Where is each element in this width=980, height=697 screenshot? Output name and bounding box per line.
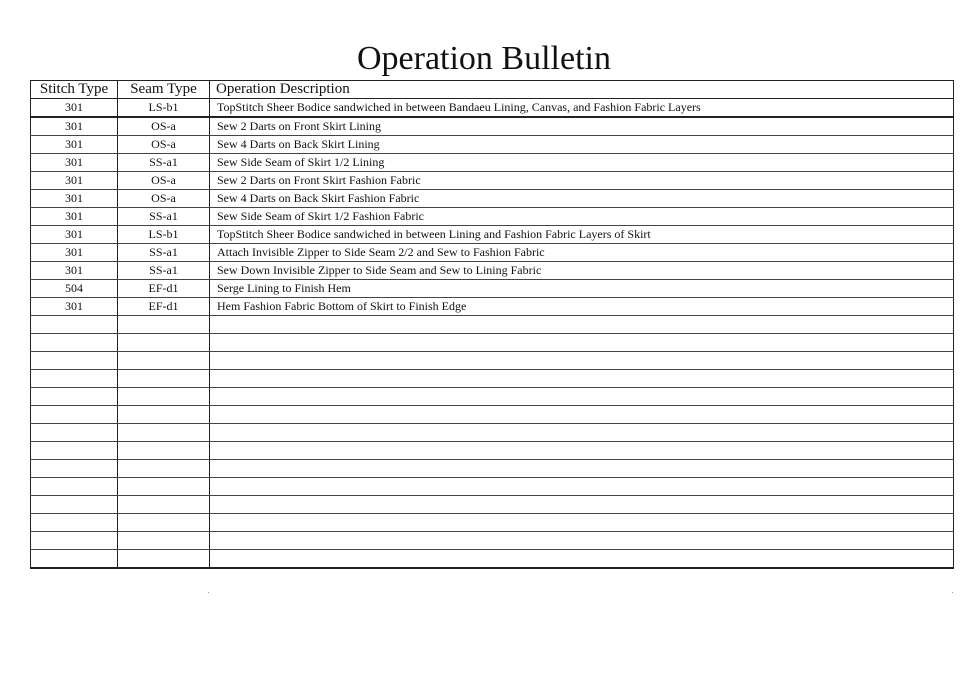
cell-stitch-type (31, 514, 118, 532)
cell-stitch-type (31, 424, 118, 442)
cell-stitch-type (31, 442, 118, 460)
cell-operation-description (210, 352, 954, 370)
cell-seam-type (118, 460, 210, 478)
table-row (31, 117, 954, 136)
cell-seam-type: LS-b1 (118, 99, 210, 118)
cell-stitch-type: 504 (31, 280, 118, 298)
cell-stitch-type (31, 370, 118, 388)
cell-seam-type (118, 370, 210, 388)
header-row (31, 81, 954, 99)
table-row (31, 298, 954, 316)
table-row (31, 334, 954, 352)
cell-seam-type (118, 478, 210, 496)
cell-operation-description (210, 388, 954, 406)
cell-seam-type: SS-a1 (118, 262, 210, 280)
cell-operation-description (210, 442, 954, 460)
cell-operation-description (210, 532, 954, 550)
cell-operation-description: Sew Side Seam of Skirt 1/2 Fashion Fabric (210, 208, 954, 226)
cell-operation-description: Sew 2 Darts on Front Skirt Fashion Fabric (210, 172, 954, 190)
cell-operation-description: Hem Fashion Fabric Bottom of Skirt to Finish Edge (210, 298, 954, 316)
cell-operation-description: Sew 2 Darts on Front Skirt Lining (210, 117, 954, 136)
table-row (31, 496, 954, 514)
table-row (31, 208, 954, 226)
cell-stitch-type: 301 (31, 99, 118, 118)
cell-stitch-type (31, 550, 118, 569)
column-header-seam-type: Seam Type (118, 81, 210, 99)
cell-operation-description (210, 478, 954, 496)
table-row (31, 262, 954, 280)
table-row (31, 460, 954, 478)
table-row (31, 136, 954, 154)
cell-seam-type (118, 442, 210, 460)
cell-stitch-type (31, 478, 118, 496)
cell-seam-type (118, 496, 210, 514)
cell-seam-type (118, 352, 210, 370)
cell-operation-description: Sew Down Invisible Zipper to Side Seam and Sew to Lining Fabric (210, 262, 954, 280)
cell-stitch-type: 301 (31, 117, 118, 136)
table-row (31, 514, 954, 532)
cell-stitch-type: 301 (31, 244, 118, 262)
cell-stitch-type: 301 (31, 172, 118, 190)
table-row (31, 280, 954, 298)
cell-stitch-type (31, 406, 118, 424)
cell-seam-type: SS-a1 (118, 244, 210, 262)
cell-stitch-type: 301 (31, 226, 118, 244)
cell-stitch-type (31, 496, 118, 514)
cell-operation-description: Serge Lining to Finish Hem (210, 280, 954, 298)
cell-operation-description (210, 370, 954, 388)
column-header-stitch-type: Stitch Type (31, 81, 118, 99)
table-row (31, 370, 954, 388)
table-body (31, 99, 954, 569)
cell-seam-type: EF-d1 (118, 298, 210, 316)
table-row (31, 406, 954, 424)
cell-stitch-type (31, 334, 118, 352)
column-header-operation-description: Operation Description (210, 81, 954, 99)
cell-stitch-type: 301 (31, 154, 118, 172)
page-title: Operation Bulletin (356, 39, 611, 77)
cell-stitch-type: 301 (31, 190, 118, 208)
cell-stitch-type (31, 532, 118, 550)
cell-seam-type: EF-d1 (118, 280, 210, 298)
cell-seam-type (118, 550, 210, 569)
page-mark (952, 592, 953, 593)
cell-stitch-type (31, 388, 118, 406)
cell-operation-description: TopStitch Sheer Bodice sandwiched in between Lining and Fashion Fabric Layers of Skirt (210, 226, 954, 244)
table-row (31, 226, 954, 244)
table-row (31, 352, 954, 370)
cell-seam-type (118, 424, 210, 442)
cell-seam-type: SS-a1 (118, 154, 210, 172)
cell-seam-type: OS-a (118, 136, 210, 154)
table-row (31, 99, 954, 118)
cell-operation-description (210, 334, 954, 352)
cell-seam-type (118, 316, 210, 334)
table-row (31, 154, 954, 172)
table-row (31, 190, 954, 208)
table-row (31, 550, 954, 569)
cell-stitch-type: 301 (31, 298, 118, 316)
cell-seam-type: LS-b1 (118, 226, 210, 244)
table-row (31, 532, 954, 550)
cell-seam-type: SS-a1 (118, 208, 210, 226)
cell-stitch-type (31, 460, 118, 478)
page-mark (208, 592, 209, 593)
cell-operation-description (210, 496, 954, 514)
cell-seam-type (118, 514, 210, 532)
cell-operation-description (210, 514, 954, 532)
cell-stitch-type (31, 352, 118, 370)
table-row (31, 442, 954, 460)
cell-seam-type: OS-a (118, 117, 210, 136)
table-header (31, 81, 954, 99)
cell-seam-type (118, 388, 210, 406)
cell-seam-type (118, 334, 210, 352)
table-row (31, 388, 954, 406)
cell-operation-description: Sew 4 Darts on Back Skirt Lining (210, 136, 954, 154)
cell-stitch-type (31, 316, 118, 334)
cell-stitch-type: 301 (31, 136, 118, 154)
cell-seam-type (118, 406, 210, 424)
table-row (31, 244, 954, 262)
cell-seam-type: OS-a (118, 190, 210, 208)
cell-stitch-type: 301 (31, 208, 118, 226)
cell-operation-description: Attach Invisible Zipper to Side Seam 2/2 and Sew to Fashion Fabric (210, 244, 954, 262)
cell-operation-description (210, 550, 954, 569)
table-row (31, 172, 954, 190)
cell-operation-description (210, 406, 954, 424)
cell-operation-description (210, 316, 954, 334)
cell-operation-description: TopStitch Sheer Bodice sandwiched in between Bandaeu Lining, Canvas, and Fashion Fabric Layers (210, 99, 954, 118)
cell-operation-description: Sew Side Seam of Skirt 1/2 Lining (210, 154, 954, 172)
cell-operation-description (210, 460, 954, 478)
table-row (31, 316, 954, 334)
table-row (31, 478, 954, 496)
cell-operation-description: Sew 4 Darts on Back Skirt Fashion Fabric (210, 190, 954, 208)
cell-seam-type: OS-a (118, 172, 210, 190)
operation-table (30, 80, 954, 569)
cell-stitch-type: 301 (31, 262, 118, 280)
cell-operation-description (210, 424, 954, 442)
table-row (31, 424, 954, 442)
cell-seam-type (118, 532, 210, 550)
